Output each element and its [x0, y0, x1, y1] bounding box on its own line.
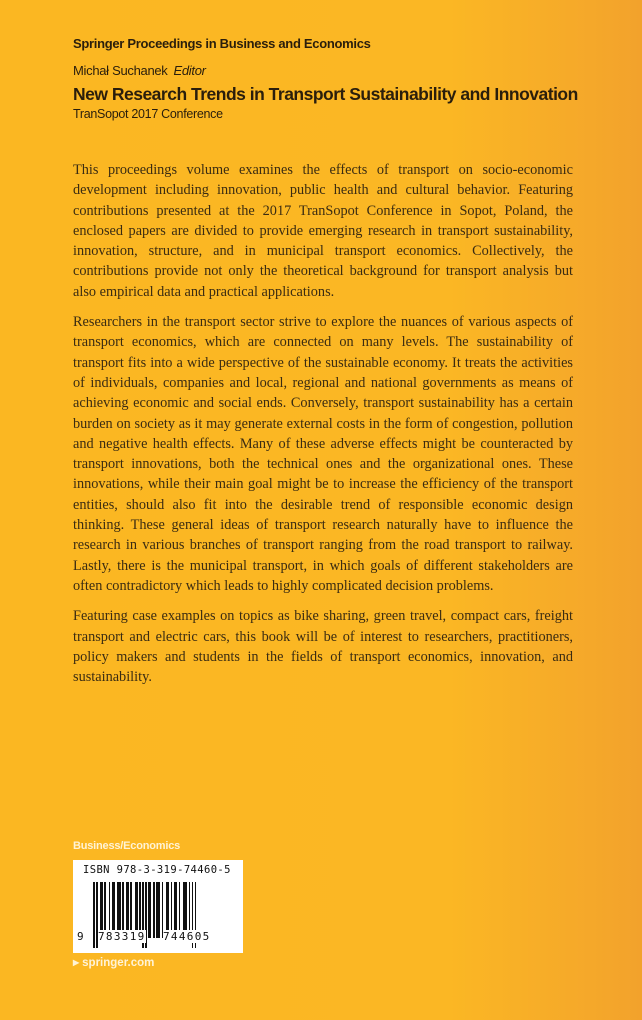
book-subtitle: TranSopot 2017 Conference: [73, 107, 223, 121]
barcode-digit-first: 9: [77, 930, 84, 943]
publisher-website[interactable]: [73, 957, 154, 969]
editor-line: [73, 63, 206, 78]
category-label: Business/Economics: [73, 840, 181, 852]
editor-name: Michał Suchanek: [73, 63, 168, 78]
triangle-right-icon: ▶: [73, 958, 80, 967]
blurb: [73, 160, 573, 697]
barcode-digits-right: 744605: [163, 930, 211, 943]
isbn-barcode: [73, 860, 243, 953]
editor-role: Editor: [173, 63, 206, 78]
book-title: New Research Trends in Transport Sustainability and Innovation: [73, 84, 578, 104]
blurb-paragraph-1: This proceedings volume examines the effects of transport on socio-economic development including innovation, public health and cultural behavior. Featuring contributions presented at the 2017 TranSopot Conference in Sopot, Poland, the enclosed papers are divided to provide emerging research in transport sustainability, innovation, structure, and in municipal transport economics. Collectively, the contributions provide not only the theoretical background for transport analysis but also empirical data and practical applications.: [73, 162, 573, 300]
website-label: springer.com: [82, 957, 155, 969]
barcode-digits-left: 783319: [98, 930, 146, 943]
isbn-text: ISBN 978-3-319-74460-5: [83, 864, 231, 876]
series-name: Springer Proceedings in Business and Economics: [73, 36, 371, 51]
blurb-paragraph-3: Featuring case examples on topics as bike sharing, green travel, compact cars, freight transport and electric cars, this book will be of interest to researchers, practitioners, policy makers and students in the fields of transport economics, innovation, and sustainability.: [73, 608, 573, 686]
blurb-paragraph-2: Researchers in the transport sector strive to explore the nuances of various aspects of transport economics, which are connected on many levels. The sustainability of transport fits into a wide perspective of the sustainable economy. It treats the activities of individuals, companies and local, regional and national governments as means of achieving economic and social ends. Conversely, transport sustainability has a certain burden on society as it may generate external costs in the form of congestion, pollution and negative health effects. Many of these adverse effects might be counteracted by transport innovations, both the technical ones and the organizational ones. These innovations, while their main goal might be to increase the efficiency of the transport entities, should also fit into the desirable trend of responsible economic design thinking. These general ideas of transport research naturally have to influence the research in various branches of transport ranging from the road transport to railway. Lastly, there is the municipal transport, in which goals of different stakeholders are often contradictory which leads to highly complicated decision problems.: [73, 314, 573, 594]
